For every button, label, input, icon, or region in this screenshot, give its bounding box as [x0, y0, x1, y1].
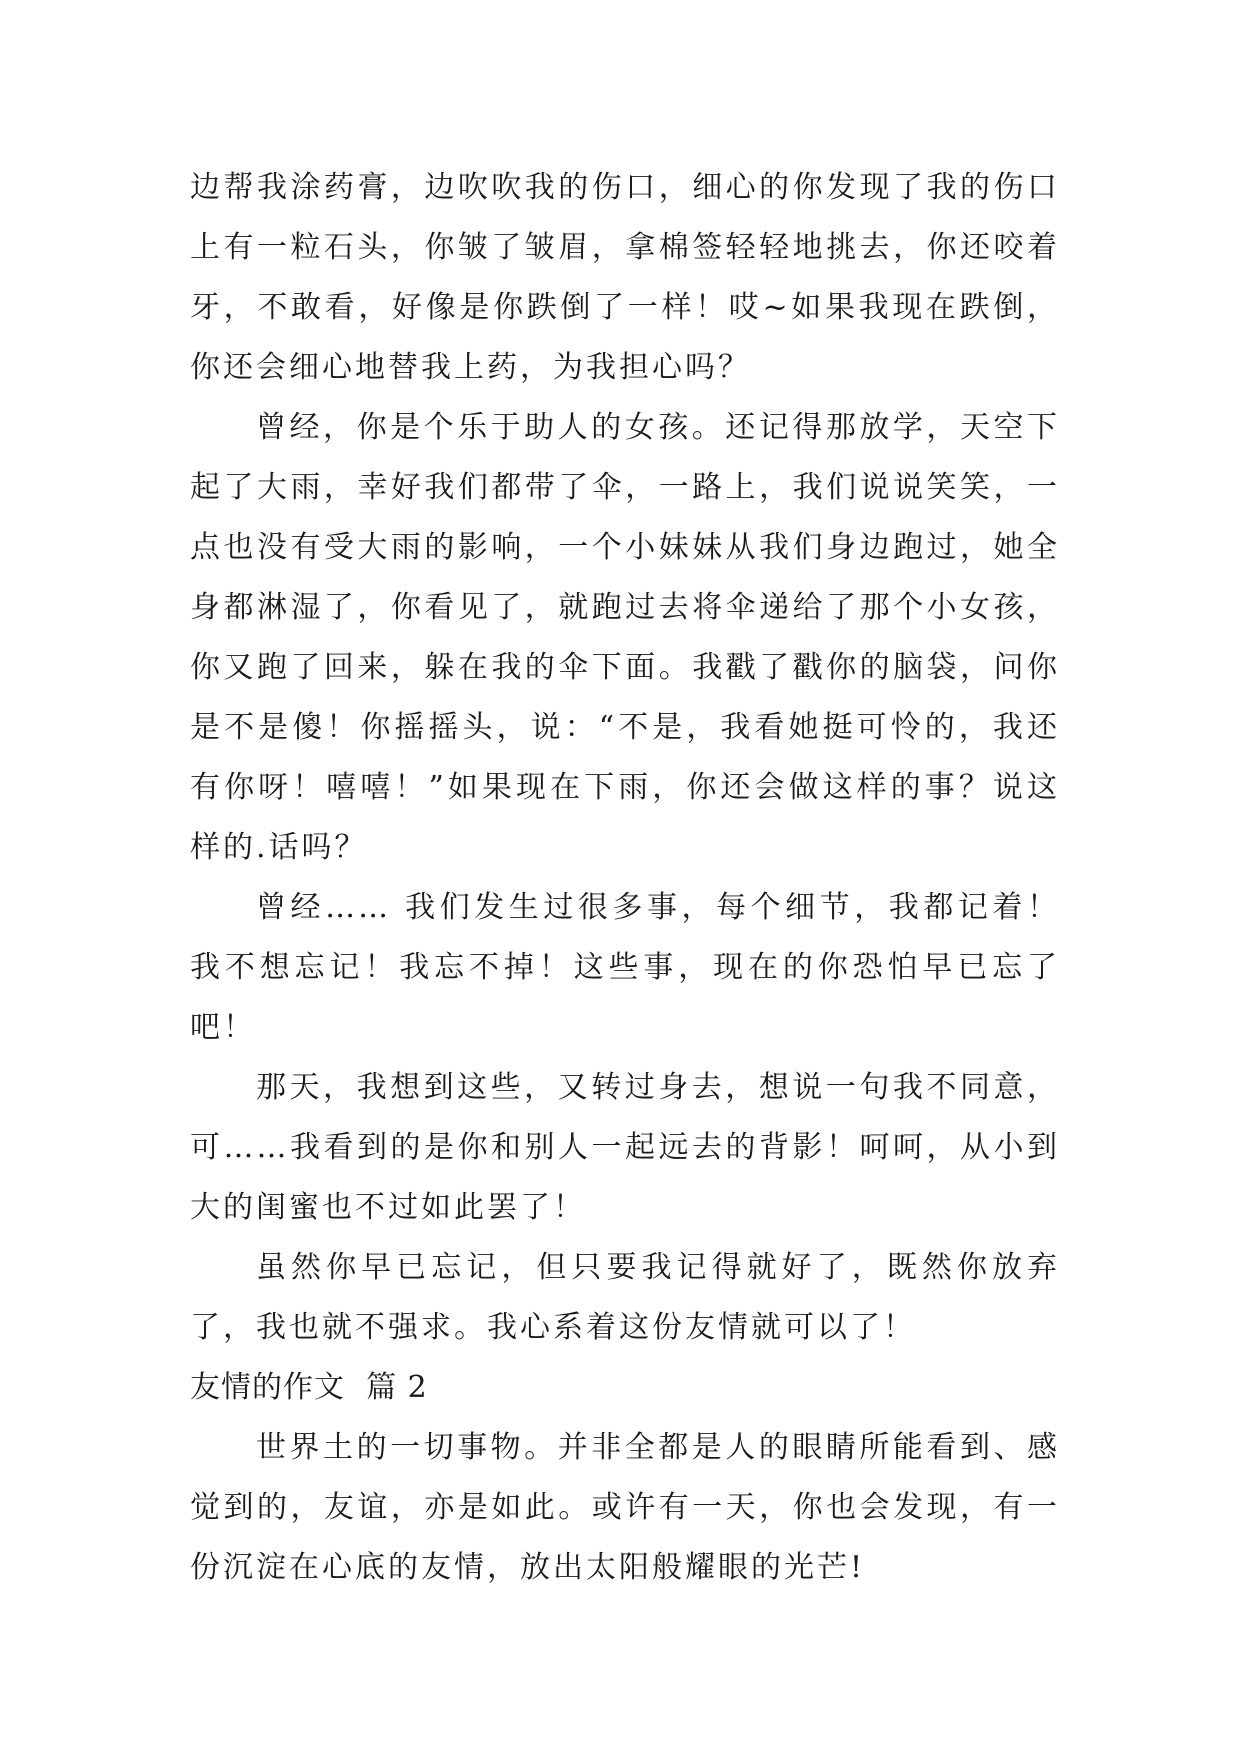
paragraph-2: 曾经，你是个乐于助人的女孩。还记得那放学，天空下起了大雨，幸好我们都带了伞，一路上，我们说说笑笑，一点也没有受大雨的影响，一个小妹妹从我们身边跑过，她全身都淋湿了，你看见了，就跑过去将伞递给了那个小女孩，你又跑了回来，躲在我的伞下面。我戳了戳你的脑袋，问你是不是傻！你摇摇头，说：“不是，我看她挺可怜的，我还有你呀！嘻嘻！”如果现在下雨，你还会做这样的事？说这样的.话吗？: [190, 410, 1060, 865]
paragraph-6: 世界土的一切事物。并非全都是人的眼睛所能看到、感觉到的，友谊，亦是如此。或许有一天，你也会发现，有一份沉淀在心底的友情，放出太阳般耀眼的光芒!: [190, 1430, 1060, 1585]
paragraph-1: 边帮我涂药膏，边吹吹我的伤口，细心的你发现了我的伤口上有一粒石头，你皱了皱眉，拿棉签轻轻地挑去，你还咬着牙，不敢看，好像是你跌倒了一样！哎~如果我现在跌倒，你还会细心地替我上药，为我担心吗？: [190, 170, 1060, 385]
paragraph-5: 虽然你早已忘记，但只要我记得就好了，既然你放弃了，我也就不强求。我心系着这份友情就可以了！: [190, 1250, 1060, 1345]
paragraph-4: 那天，我想到这些，又转过身去，想说一句我不同意，可……我看到的是你和别人一起远去的背影！呵呵，从小到大的闺蜜也不过如此罢了！: [190, 1070, 1060, 1225]
document-body: [190, 158, 1060, 1598]
section-heading: [190, 1358, 1060, 1418]
section-heading-text: 友情的作文 篇 2: [190, 1370, 428, 1405]
paragraph-3: 曾经…… 我们发生过很多事，每个细节，我都记着！我不想忘记！我忘不掉！这些事，现在的你恐怕早已忘了吧！: [190, 890, 1060, 1045]
